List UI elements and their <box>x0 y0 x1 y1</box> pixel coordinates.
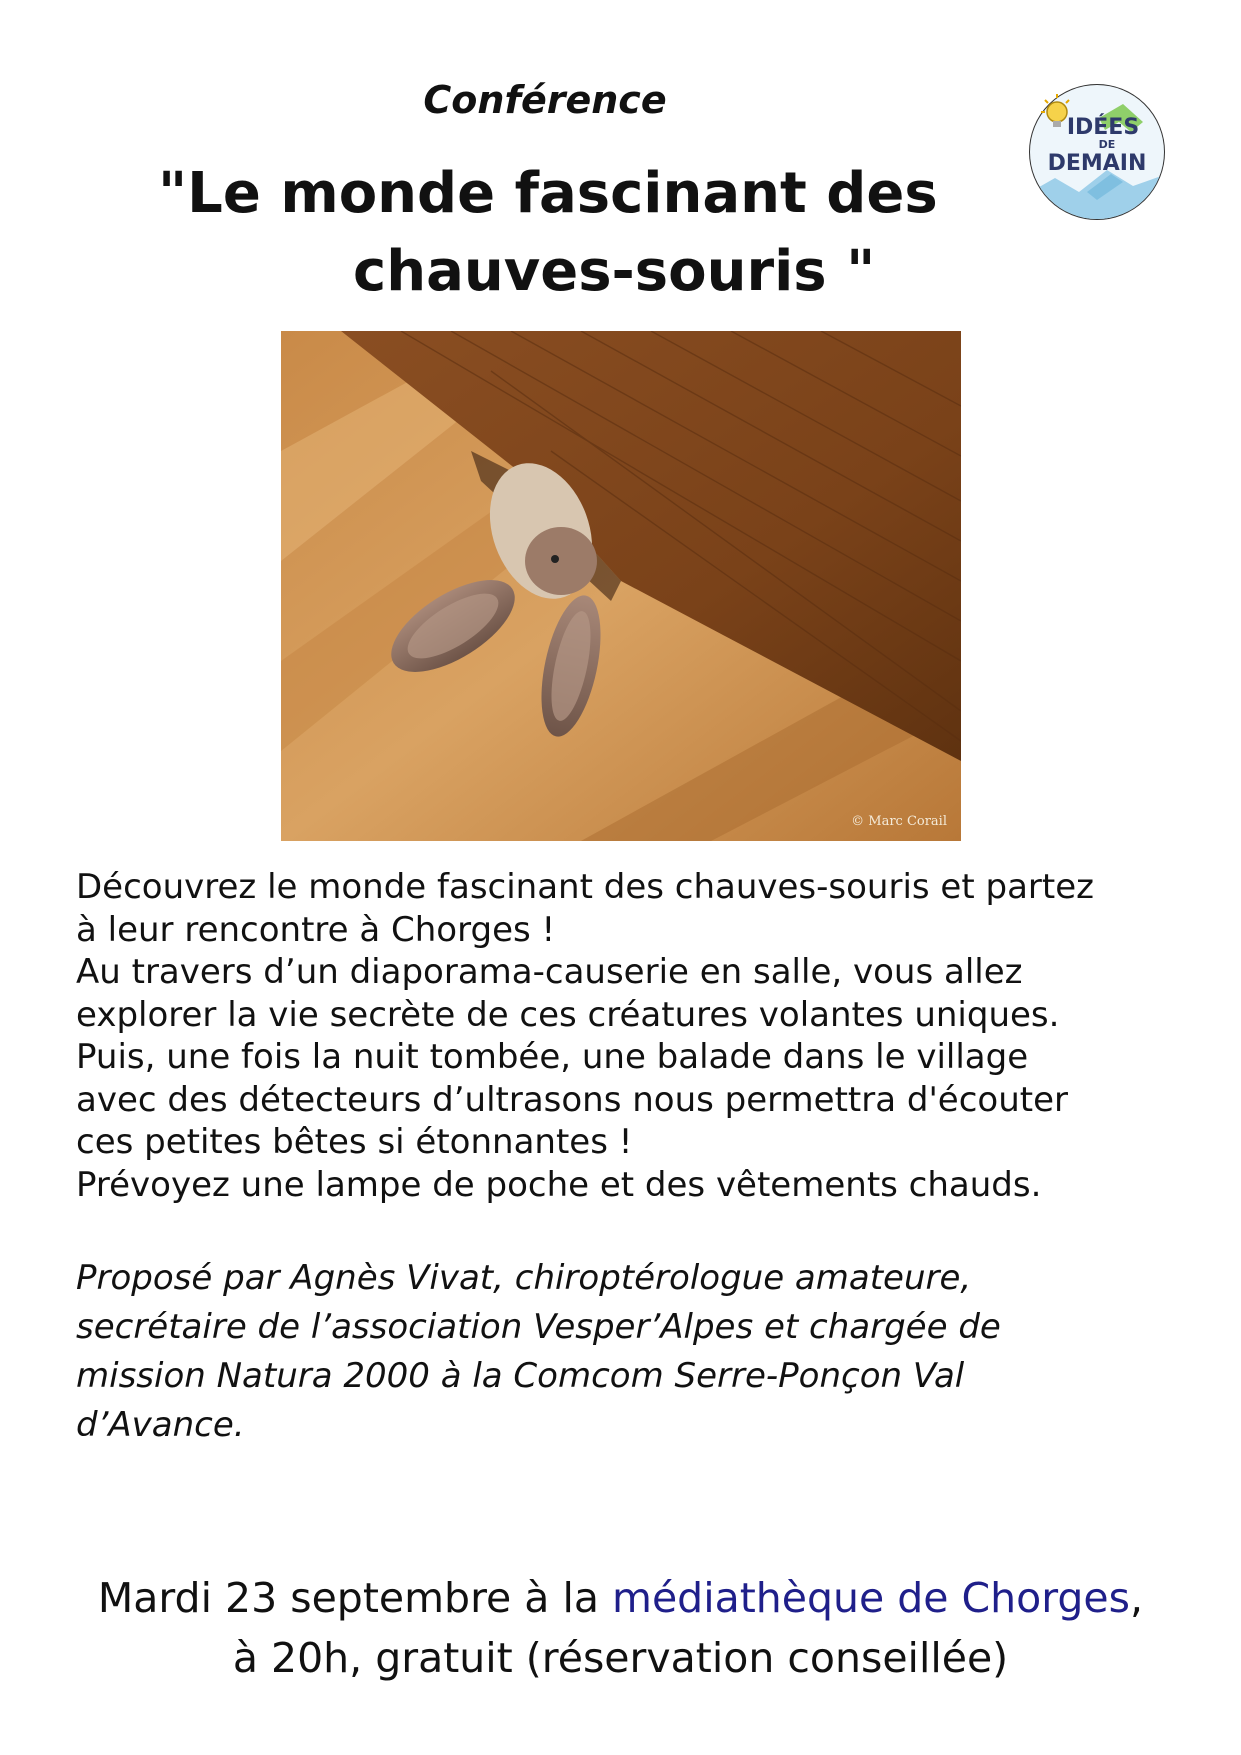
idees-de-demain-logo <box>1027 82 1167 222</box>
venue-link[interactable]: médiathèque de Chorges <box>612 1574 1131 1622</box>
description-line: avec des détecteurs d’ultrasons nous permettra d'écouter <box>76 1079 1068 1120</box>
description-line: Puis, une fois la nuit tombée, une balade dans le village <box>76 1037 1029 1077</box>
description-line: à leur rencontre à Chorges ! <box>76 909 556 950</box>
event-title-line-1: "Le monde fascinant des <box>158 161 938 226</box>
logo-text-line-3: DEMAIN <box>1047 151 1147 176</box>
logo-text-line-1: IDÉES <box>1066 115 1140 140</box>
description-line: ces petites bêtes si étonnantes ! <box>76 1122 633 1162</box>
presenter-info <box>76 1254 1186 1450</box>
presenter-line: Proposé par Agnès Vivat, chiroptérologue amateure, <box>76 1258 972 1298</box>
presenter-line: d’Avance. <box>76 1405 245 1445</box>
event-description <box>76 866 1186 1206</box>
event-title-line-2: chauves-souris " <box>353 239 876 304</box>
presenter-line: secrétaire de l’association Vesper’Alpes et chargée de <box>76 1307 1001 1347</box>
description-line: Au travers d’un diaporama-causerie en salle, vous allez <box>76 952 1023 992</box>
description-line: explorer la vie secrète de ces créatures volantes uniques. <box>76 994 1060 1035</box>
photo-credit: © Marc Corail <box>851 814 947 829</box>
logo-text-line-2: DE <box>1098 138 1116 151</box>
event-details <box>0 1568 1241 1688</box>
presenter-line: mission Natura 2000 à la Comcom Serre-Ponçon Val <box>76 1356 965 1396</box>
description-line: Découvrez le monde fascinant des chauves-souris et partez <box>76 867 1094 907</box>
event-date-line <box>0 1568 1241 1628</box>
date-suffix: , <box>1130 1574 1144 1622</box>
event-time-price: à 20h, gratuit (réservation conseillée) <box>232 1634 1009 1682</box>
bat-photo <box>281 331 961 841</box>
event-type-heading: Conférence <box>423 78 667 122</box>
event-date: Mardi 23 septembre à la <box>97 1574 613 1622</box>
event-title <box>130 155 950 311</box>
description-line: Prévoyez une lampe de poche et des vêtements chauds. <box>76 1164 1042 1205</box>
